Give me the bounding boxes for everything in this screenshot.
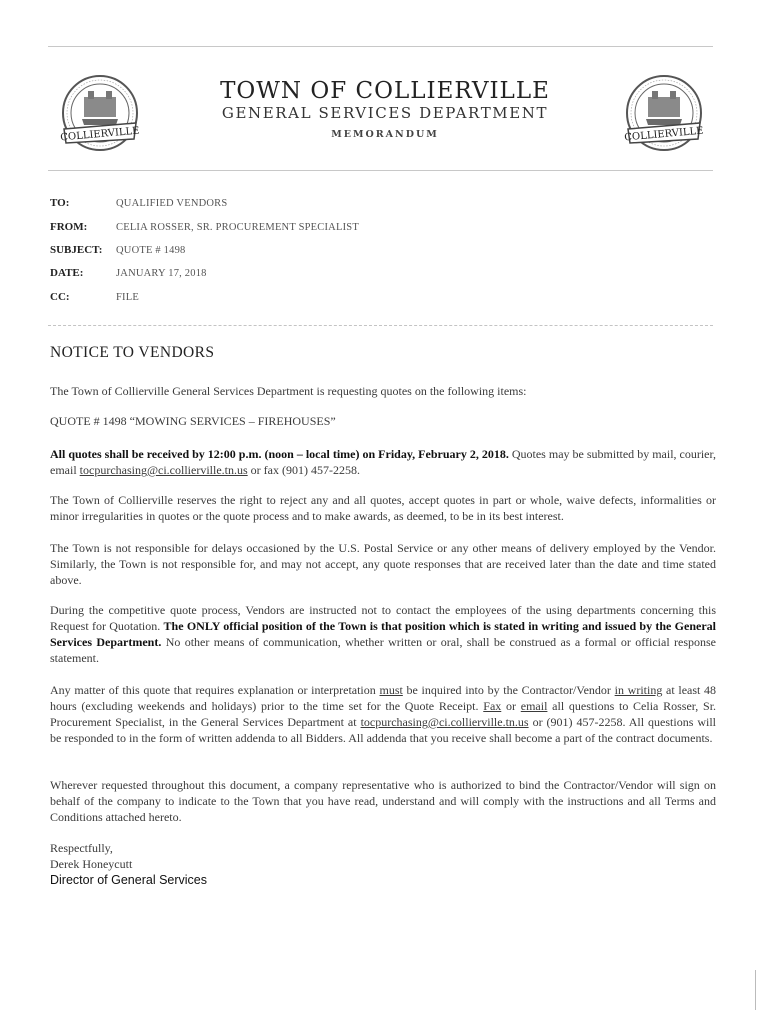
seal-banner-text: COLLIERVILLE: [60, 125, 140, 144]
signature-block: [50, 840, 207, 888]
closing: Respectfully,: [50, 841, 113, 855]
date-label: DATE:: [50, 267, 84, 279]
town-seal-right-icon: [624, 73, 704, 153]
intro-text: The Town of Collierville General Services Department is requesting quotes on the following items:: [50, 384, 527, 398]
email-link[interactable]: tocpurchasing@ci.collierville.tn.us: [79, 463, 248, 477]
from-label: FROM:: [50, 221, 88, 233]
in-writing-underlined: in writing: [614, 683, 663, 697]
cc-value: FILE: [116, 292, 139, 303]
to-label: TO:: [50, 197, 70, 209]
deadline-bold: All quotes shall be received by 12:00 p.m. (noon – local time) on Friday, February 2, 2018.: [50, 447, 509, 461]
must-underlined: must: [379, 683, 403, 697]
town-seal-left-icon: [60, 73, 140, 153]
competitive-text-1: During the competitive quote process, Vendors are instructed not to contact the employees of the using departments concerning this Request for Quotation.: [50, 603, 716, 633]
fax-underlined: Fax: [483, 699, 502, 713]
seal-banner-text: COLLIERVILLE: [624, 125, 704, 144]
competitive-text-2: No other means of communication, whether written or oral, shall be construed as a formal or official response statement.: [50, 635, 717, 665]
matter-paragraph: [50, 682, 716, 746]
subject-label: SUBJECT:: [50, 244, 103, 256]
date-value: JANUARY 17, 2018: [116, 268, 207, 279]
quote-line: [50, 413, 716, 429]
reserve-paragraph: [50, 492, 716, 524]
or-text: or: [506, 699, 517, 713]
email-link-2[interactable]: tocpurchasing@ci.collierville.tn.us: [360, 715, 529, 729]
from-value: CELIA ROSSER, SR. PROCUREMENT SPECIALIST: [116, 222, 359, 233]
notice-heading: NOTICE TO VENDORS: [50, 344, 215, 361]
matter-text-2: be inquired into by the Contractor/Vendor: [406, 683, 611, 697]
signer-name: Derek Honeycutt: [50, 857, 133, 871]
deadline-fax: or fax (901) 457-2258.: [250, 463, 360, 477]
matter-text-1: Any matter of this quote that requires explanation or interpretation: [50, 683, 376, 697]
responsibility-paragraph: [50, 540, 716, 588]
responsibility-text: The Town is not responsible for delays occasioned by the U.S. Postal Service or any other means of delivery employed by the Vendor. Similarly, the Town is not responsible for, and may not accept, any quote responses that are received later than the date and time stated above.: [50, 541, 716, 587]
dept-title: GENERAL SERVICES DEPARTMENT: [221, 104, 549, 122]
quote-title: QUOTE # 1498 “MOWING SERVICES – FIREHOUSES”: [50, 414, 336, 428]
doc-type: MEMORANDUM: [331, 129, 439, 140]
signer-title: Director of General Services: [50, 873, 208, 887]
scan-edge: [755, 970, 756, 1010]
subject-value: QUOTE # 1498: [116, 245, 186, 256]
matter-text-4: all questions to Celia Rosser, Sr. Procurement Specialist, in the General Services Department at: [50, 699, 717, 729]
memo-rule: [48, 325, 713, 326]
deadline-paragraph: [50, 446, 716, 478]
top-rule: [48, 46, 713, 47]
deadline-text: Quotes may be submitted by mail, courier, email: [50, 447, 717, 477]
to-value: QUALIFIED VENDORS: [116, 198, 228, 209]
wherever-paragraph: [50, 777, 716, 825]
cc-label: CC:: [50, 291, 70, 303]
wherever-text: Wherever requested throughout this document, a company representative who is authorized to bind the Contractor/Vendor will sign on behalf of the company to indicate to the Town that you have read, understand and will comply with the instructions and all Terms and Conditions attached hereto.: [50, 778, 716, 824]
reserve-text: The Town of Collierville reserves the right to reject any and all quotes, accept quotes in part or whole, waive defects, informalities or minor irregularities in quotes or the quote process and to make awards, as deemed, to be in its best interest.: [50, 493, 716, 523]
matter-text-3: at least 48 hours (excluding weekends and holidays) prior to the time set for the Quote Receipt.: [50, 683, 717, 713]
competitive-paragraph: [50, 602, 716, 666]
header-rule: [48, 170, 713, 171]
intro-paragraph: [50, 383, 716, 399]
matter-text-5: or (901) 457-2258. All questions will be responded to in the form of written addenda to all Bidders. All addenda that you receive shall become a part of the contract documents.: [50, 715, 717, 745]
competitive-bold: The ONLY official position of the Town is that position which is stated in writing and issued by the General Services Department.: [50, 619, 716, 649]
email-underlined: email: [520, 699, 548, 713]
org-title: TOWN OF COLLIERVILLE: [220, 78, 550, 104]
